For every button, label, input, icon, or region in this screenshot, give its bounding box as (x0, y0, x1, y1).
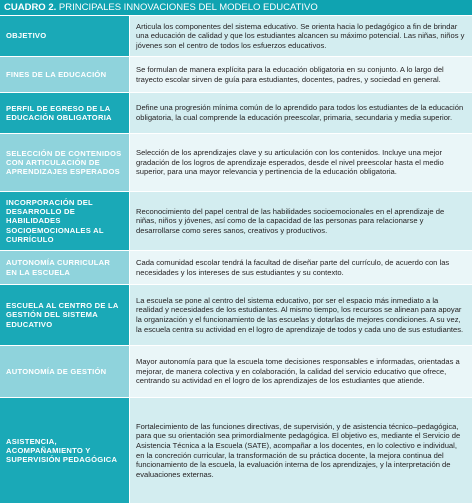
row-description: Selección de los aprendizajes clave y su articulación con los contenidos. Incluye una mejor gradación de los logros de aprendizaje esperados, desde el nivel preescolar hasta el medio superior, para una mayor relevancia y pertinencia de la educación obligatoria. (130, 134, 472, 191)
row-description: Se formulan de manera explícita para la educación obligatoria en su conjunto. A lo largo del trayecto escolar sirven de guía para estudiantes, docentes, padres, y sociedad en general. (130, 57, 472, 92)
table-row (0, 346, 472, 398)
row-description: La escuela se pone al centro del sistema educativo, por ser el espacio más inmediato a la realidad y necesidades de los estudiantes. Al mismo tiempo, los recursos se alinean para apoyar la organización y el funcionamiento de las escuelas y dotarlas de mejores condiciones. A su vez, la escuela centra su actividad en el logro de aprendizaje de todos y cada uno de sus estudiantes. (130, 285, 472, 345)
table-row (0, 285, 472, 346)
row-description: Define una progresión mínima común de lo aprendido para todos los estudiantes de la educación obligatoria, la cual comprende la educación preescolar, primaria, secundaria y media superior. (130, 93, 472, 133)
row-label: SELECCIÓN DE CONTENIDOS CON ARTICULACIÓN DE APRENDIZAJES ESPERADOS (0, 134, 130, 191)
row-label: INCORPORACIÓN DEL DESARROLLO DE HABILIDADES SOCIOEMOCIONALES AL CURRÍCULO (0, 192, 130, 250)
row-description: Reconocimiento del papel central de las habilidades socioemocionales en el aprendizaje de niñas, niños y jóvenes, así como de la capacidad de las personas para relacionarse y desarrollarse como seres sanos, creativos y productivos. (130, 192, 472, 250)
table-row (0, 57, 472, 93)
table-row (0, 251, 472, 285)
table-title (0, 0, 472, 16)
row-description: Articula los componentes del sistema educativo. Se orienta hacia lo pedagógico a fin de brindar una educación de calidad y que los estudiantes alcancen su máximo potencial. Las niñas, niños y jóvenes son el centro de todos los esfuerzos educativos. (130, 16, 472, 56)
row-description: Fortalecimiento de las funciones directivas, de supervisión, y de asistencia técnico–pedagógica, para que su orientación sea primordialmente pedagógica. El objetivo es, mediante el Servicio de Asistencia Técnica a la Escuela (SATE), acompañar a los docentes, en lo colectivo e individual, en la concreción curricular, la transformación de su práctica docente, la mejora continua del funcionamiento de la escuela, la evaluación interna de los aprendizajes, y la interpretación de evaluaciones externas. (130, 398, 472, 503)
table-row (0, 398, 472, 503)
row-label: AUTONOMÍA DE GESTIÓN (0, 346, 130, 397)
table-row (0, 134, 472, 192)
table-row (0, 16, 472, 57)
table-title-text: PRINCIPALES INNOVACIONES DEL MODELO EDUCATIVO (56, 2, 318, 13)
row-label: ASISTENCIA, ACOMPAÑAMIENTO Y SUPERVISIÓN PEDAGÓGICA (0, 398, 130, 503)
table-row (0, 192, 472, 251)
row-label: FINES DE LA EDUCACIÓN (0, 57, 130, 92)
row-label: OBJETIVO (0, 16, 130, 56)
row-description: Cada comunidad escolar tendrá la facultad de diseñar parte del currículo, de acuerdo con las necesidades y los intereses de sus estudiantes y su contexto. (130, 251, 472, 284)
row-label: AUTONOMÍA CURRICULAR EN LA ESCUELA (0, 251, 130, 284)
row-label: PERFIL DE EGRESO DE LA EDUCACIÓN OBLIGATORIA (0, 93, 130, 133)
table-row (0, 93, 472, 134)
row-label: ESCUELA AL CENTRO DE LA GESTIÓN DEL SISTEMA EDUCATIVO (0, 285, 130, 345)
row-description: Mayor autonomía para que la escuela tome decisiones responsables e informadas, orientadas a mejorar, de manera colectiva y en colaboración, la calidad del servicio educativo que ofrece, centrando su actividad en el logro de los aprendizajes de los estudiantes que atiende. (130, 346, 472, 397)
table-number: CUADRO 2. (4, 2, 57, 13)
